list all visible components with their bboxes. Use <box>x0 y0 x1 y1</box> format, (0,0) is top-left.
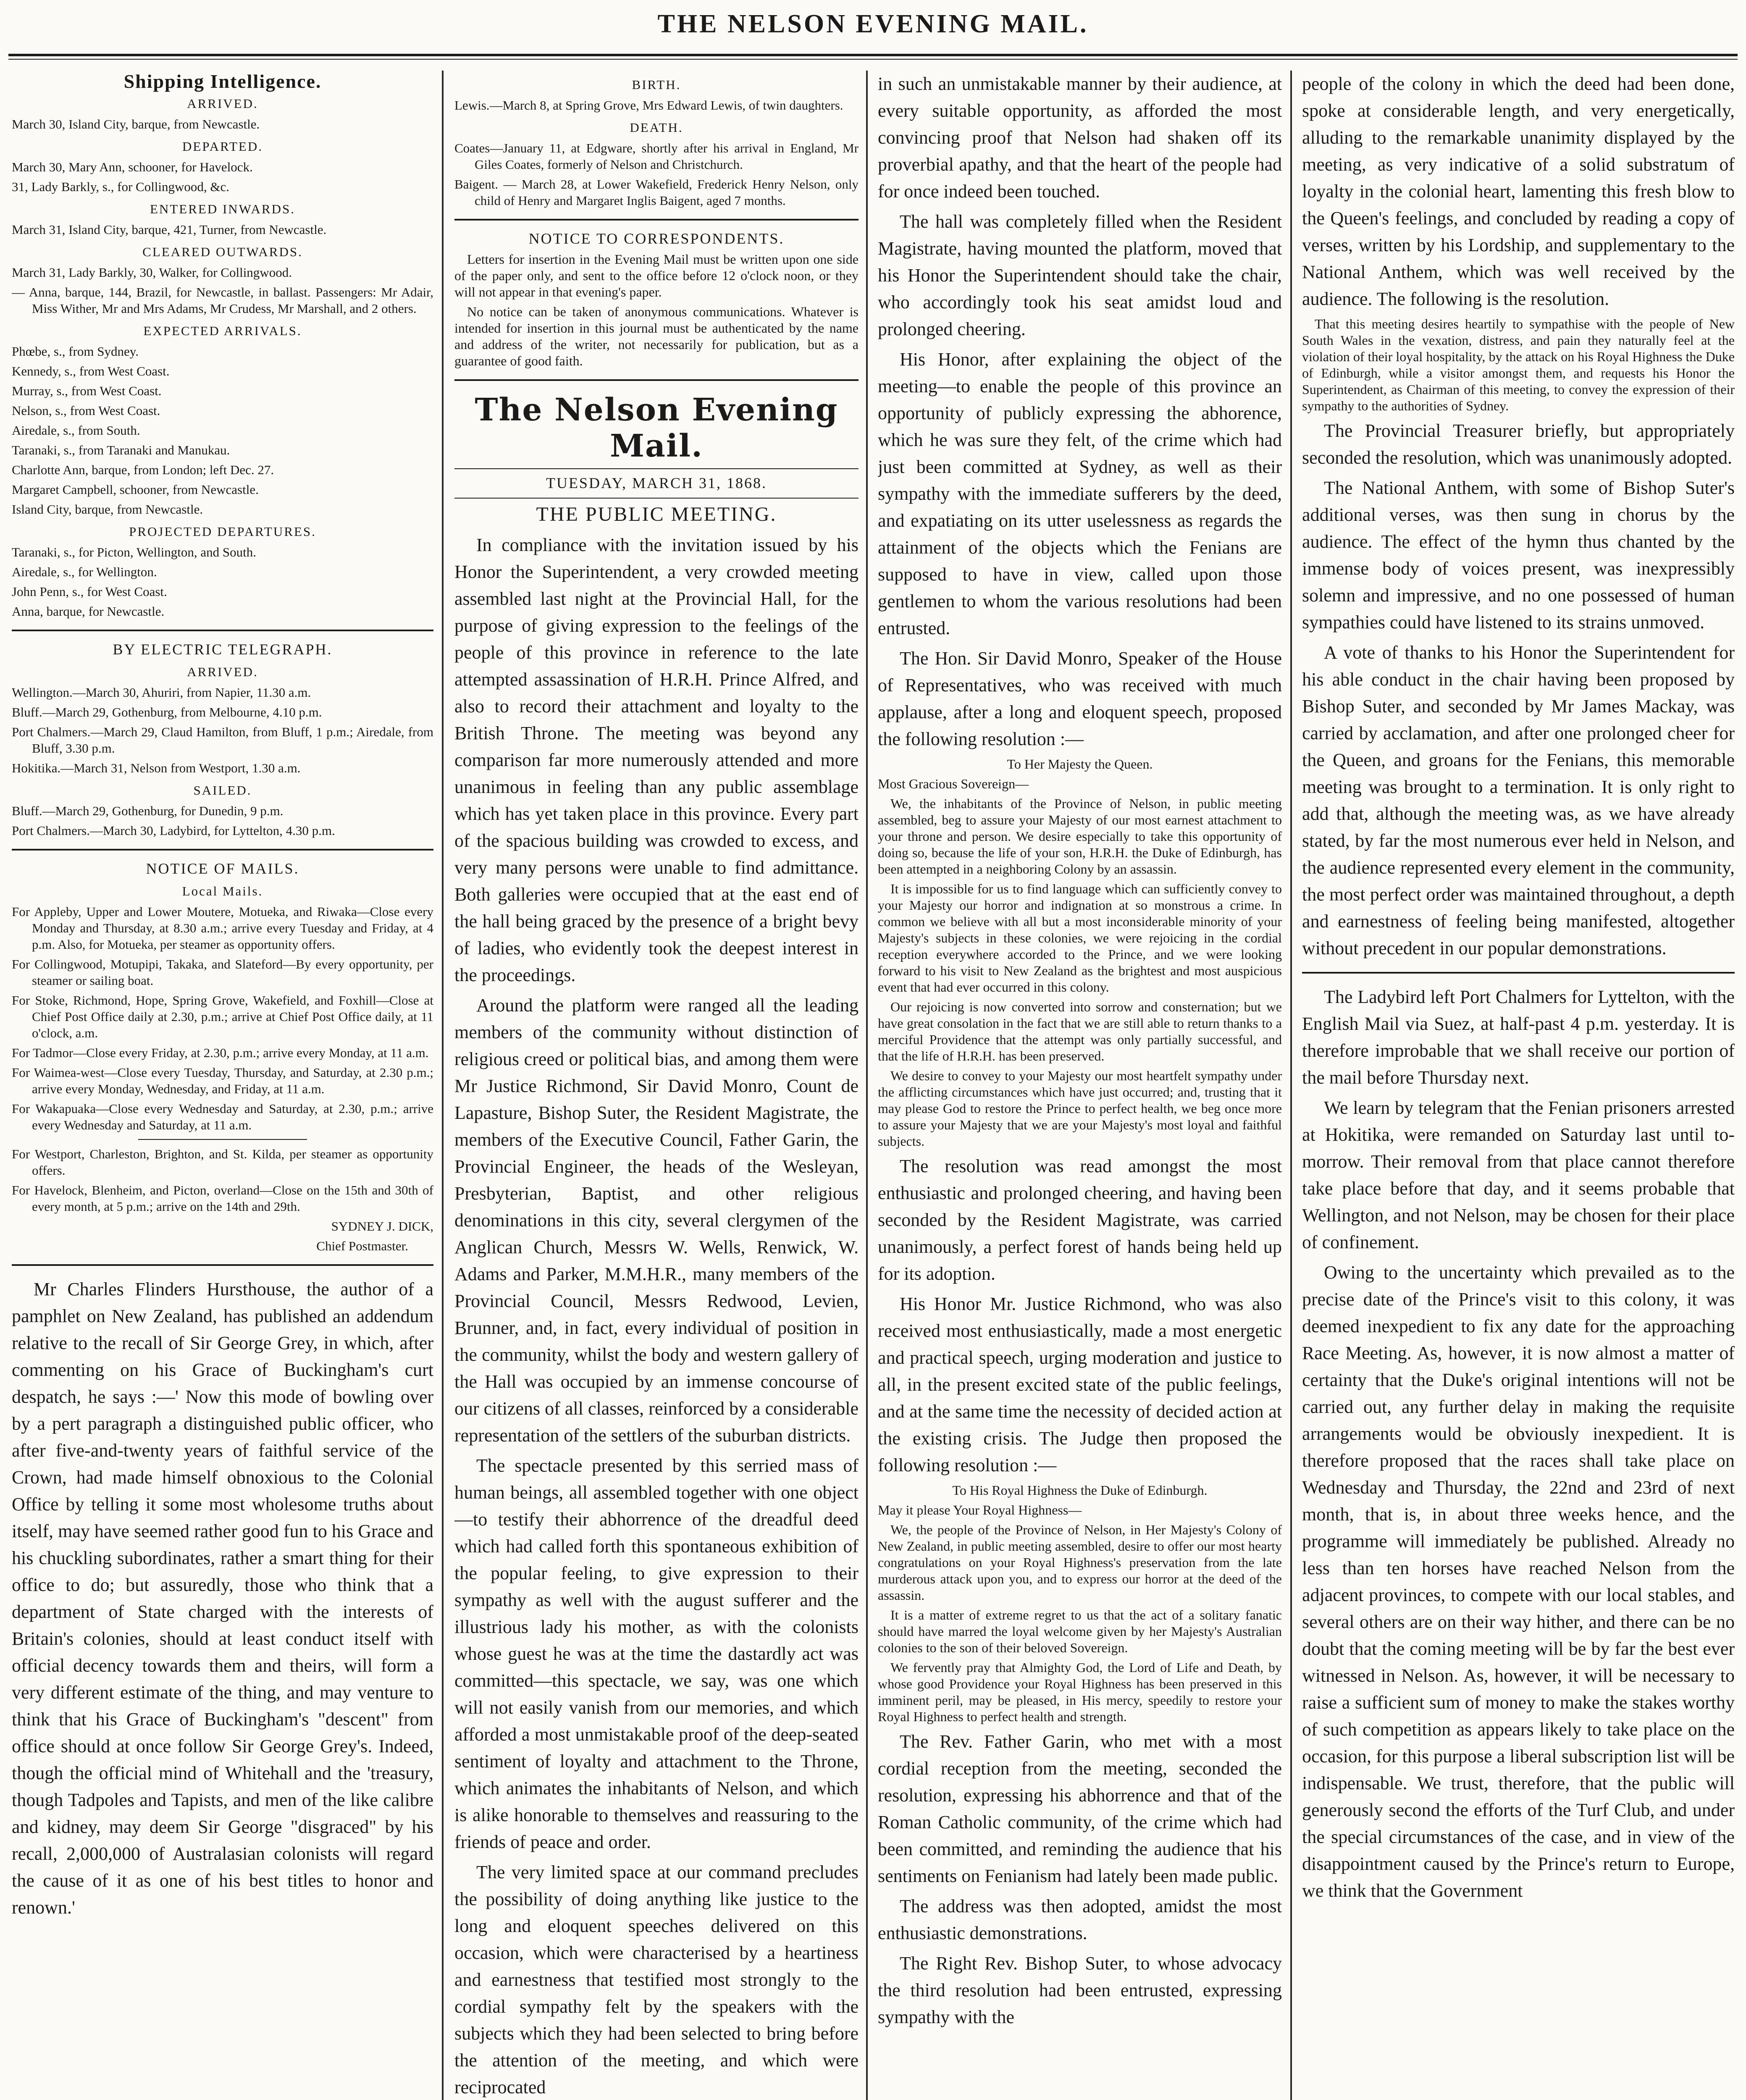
article-paragraph: The Provincial Treasurer briefly, but appropriately seconded the resolution, which was unanimously adopted. <box>1302 420 1735 468</box>
masthead: THE NELSON EVENING MAIL. <box>657 10 1089 38</box>
article-paragraph: The Right Rev. Bishop Suter, to whose advocacy the third resolution had been entrusted, expressing sympathy with the <box>878 1953 1282 2027</box>
mail-entry: For Stoke, Richmond, Hope, Spring Grove, Wakefield, and Foxhill—Close at Chief Post Office daily at 2.30, p.m.; arrive at Chief Post Office daily, at 11 o'clock, a.m. <box>12 993 433 1040</box>
shipping-entry: Murray, s., from West Coast. <box>12 383 162 398</box>
section-subhead: ENTERED INWARDS. <box>150 202 295 216</box>
address-paragraph: It is impossible for us to find language which can sufficiently convey to your Majesty our horror and indignation at so monstrous a crime. In common we believe with all but a most inconsiderable minority of your Majesty's subjects in these colonies, we were rejoicing in the cordial reception everywhere accorded to the Prince, and we were looking forward to his visit to New Zealand as the brightest and most auspicious event that had ever occurred in this colony. <box>878 881 1282 995</box>
address-to-queen <box>878 756 1282 1150</box>
paper-title: The Nelson Evening Mail. <box>475 392 838 464</box>
mail-entry: For Havelock, Blenheim, and Picton, overland—Close on the 15th and 30th of every month, at 5 p.m.; arrive on the 14th and 29th. <box>12 1183 433 1214</box>
section-subhead: CLEARED OUTWARDS. <box>142 244 303 259</box>
article-paragraph: Around the platform were ranged all the leading members of the community without distinction of religious creed or political bias, and among them were Mr Justice Richmond, Sir David Monro, Count de Lapasture, Bishop Suter, the Resident Magistrate, the members of the Executive Council, Father Garin, the Provincial Engineer, the heads of the Wesleyan, Presbyterian, Baptist, and other religious denominations in this city, several clergymen of the Anglican Church, Messrs W. Wells, Renwick, W. Adams and Parker, M.M.H.R., many members of the Provincial Council, Messrs Redwood, Levien, Brunner, and, in fact, every individual of position in the community, whilst the body and western gallery of the Hall was occupied by an immense concourse of our citizens of all classes, reinforced by a considerable representation of the settlers of the suburban districts. <box>454 995 859 1446</box>
news-paragraph: Owing to the uncertainty which prevailed as to the precise date of the Prince's visit to this colony, it was deemed inexpedient to fix any date for the approaching Race Meeting. As, however, it is now almost a matter of certainty that the Duke's original intentions will not be carried out, any further delay in making the requisite arrangements would be obviously inexpedient. It is therefore proposed that the races shall take place on Wednesday and Thursday, the 22nd and 23rd of next month, that is, in about three weeks hence, and the programme will immediately be published. Already no less than ten horses have reached Nelson from the adjacent provinces, to compete with our local stables, and several others are on their way hither, and there can be no doubt that the coming meeting will be by far the best ever witnessed in Nelson. As, however, it will be necessary to raise a sufficient sum of money to make the stakes worthy of such competition as appears likely to take place on the occasion, for this purpose a liberal subscription list will be indispensable. We trust, therefore, that the public will generously second the efforts of the Turf Club, and under the special circumstances of the case, and in view of the disappointment caused by the Prince's return to Europe, we think that the Government <box>1302 1262 1735 1901</box>
column-rule <box>442 71 444 2100</box>
mail-entry: For Waimea-west—Close every Tuesday, Thursday, and Saturday, at 2.30 p.m.; arrive every Monday, Wednesday, and Friday, at 11 a.m. <box>12 1065 433 1096</box>
address-paragraph: It is a matter of extreme regret to us that the act of a solitary fanatic should have marred the loyal welcome given by her Majesty's Australian colonies to the son of their beloved Sovereign. <box>878 1607 1282 1655</box>
notice-entry: Baigent. — March 28, at Lower Wakefield, Frederick Henry Nelson, only child of Henry and Margaret Inglis Baigent, aged 7 months. <box>454 177 859 208</box>
divider <box>12 1264 433 1266</box>
dateline: TUESDAY, MARCH 31, 1868. <box>546 475 767 491</box>
shipping-entry: Airedale, s., for Wellington. <box>12 564 157 579</box>
shipping-entry: Kennedy, s., from West Coast. <box>12 364 170 378</box>
shipping-entry: Anna, barque, for Newcastle. <box>12 604 165 619</box>
address-salutation: May it please Your Royal Highness— <box>878 1502 1082 1517</box>
shipping-entry: March 31, Lady Barkly, 30, Walker, for Collingwood. <box>12 265 292 280</box>
telegraph-entry: Port Chalmers.—March 29, Claud Hamilton, from Bluff, 1 p.m.; Airedale, from Bluff, 3.30 p.m. <box>12 724 433 756</box>
shipping-entry: Phœbe, s., from Sydney. <box>12 344 139 359</box>
divider <box>12 849 433 850</box>
address-paragraph: We, the people of the Province of Nelson, in Her Majesty's Colony of New Zealand, in public meeting assembled, desire to offer our most hearty congratulations on your Royal Highness's preservation from the late murderous attack upon you, and to express our horror at the deed of the assassin. <box>878 1522 1282 1603</box>
mail-entry: For Collingwood, Motupipi, Takaka, and Slateford—By every opportunity, per steamer or sailing boat. <box>12 957 433 988</box>
meeting-title: THE PUBLIC MEETING. <box>536 503 777 525</box>
mails-title: NOTICE OF MAILS. <box>146 860 299 877</box>
article-paragraph: His Honor Mr. Justice Richmond, who was also received most enthusiastically, made a most energetic and practical speech, urging moderation and justice to all, in the present excited state of the public feelings, and at the same time the necessity of decided action at the existing crisis. The Judge then proposed the following resolution :— <box>878 1294 1282 1475</box>
shipping-entry: Airedale, s., from South. <box>12 423 140 438</box>
section-subhead: ARRIVED. <box>187 96 258 111</box>
hursthouse-article <box>12 1276 433 1921</box>
mails-section <box>12 861 433 1254</box>
address-salutation: Most Gracious Sovereign— <box>878 776 1029 791</box>
section-subhead: DEATH. <box>630 120 683 135</box>
divider <box>454 468 859 469</box>
telegraph-entry: Bluff.—March 29, Gothenburg, from Melbourne, 4.10 p.m. <box>12 705 322 719</box>
section-subhead: NOTICE TO CORRESPONDENTS. <box>528 230 785 247</box>
meeting-article-cont <box>878 71 1282 753</box>
article-paragraph: The very limited space at our command precludes the possibility of doing anything like justice to the long and eloquent speeches delivered on this occasion, which were characterised by a heartiness and earnestness that testified most strongly to the cordial sympathy felt by the speakers with the subjects which they had been selected to bring before the attention of the meeting, and which were reciprocated <box>454 1862 859 2097</box>
section-subhead: Local Mails. <box>182 884 263 898</box>
shipping-entry: Taranaki, s., for Picton, Wellington, and South. <box>12 545 256 559</box>
shipping-entry: March 31, Island City, barque, 421, Turner, from Newcastle. <box>12 222 327 237</box>
notice-entry: Letters for insertion in the Evening Mail must be written upon one side of the paper only, and sent to the office before 12 o'clock noon, or they will not appear in that evening's paper. <box>454 252 859 299</box>
mail-entry: For Wakapuaka—Close every Wednesday and Saturday, at 2.30, p.m.; arrive every Wednesday and Saturday, at 11 a.m. <box>12 1101 433 1132</box>
notice-entry: Coates—January 11, at Edgware, shortly after his arrival in England, Mr Giles Coates, formerly of Nelson and Christchurch. <box>454 141 859 172</box>
article-paragraph: The resolution was read amongst the most enthusiastic and prolonged cheering, and having been seconded by the Resident Magistrate, was carried unanimously, a perfect forest of hands being held up for its adoption. <box>878 1156 1282 1284</box>
article-paragraph: in such an unmistakable manner by their audience, at every suitable opportunity, as afforded the most convincing proof that Nelson had shaken off its proverbial apathy, and that the heart of the people had for once indeed been touched. <box>878 74 1282 202</box>
mail-entry: For Appleby, Upper and Lower Moutere, Motueka, and Riwaka—Close every Monday and Thursday, at 8.30 a.m.; arrive every Tuesday and Friday, at 4 p.m. Also, for Motueka, per steamer as opportunity offers. <box>12 904 433 952</box>
article-paragraph: A vote of thanks to his Honor the Superintendent for his able conduct in the chair having been proposed by Bishop Suter, and seconded by Mr James Mackay, was carried by acclamation, and after one prolonged cheer for the Queen, and groans for the Fenians, this memorable meeting was brought to a termination. It is only right to add that, although the meeting was, as we have already stated, by far the most numerous ever held in Nelson, and the audience represented every element in the community, the most perfect order was maintained throughout, a depth and earnestness of feeling being manifested, altogether without precedent in our popular demonstrations. <box>1302 642 1735 958</box>
column-3 <box>878 71 1282 2034</box>
address-heading: To Her Majesty the Queen. <box>1007 756 1153 772</box>
article-paragraph: The address was then adopted, amidst the most enthusiastic demonstrations. <box>878 1896 1282 1943</box>
divider <box>454 498 859 499</box>
article-paragraph: The Hon. Sir David Monro, Speaker of the House of Representatives, who was received with much applause, after a long and eloquent speech, proposed the following resolution :— <box>878 648 1282 749</box>
signer-title: Chief Postmaster. <box>316 1239 408 1253</box>
telegraph-entry: Hokitika.—March 31, Nelson from Westport, 1.30 a.m. <box>12 761 301 775</box>
shipping-entry: Nelson, s., from West Coast. <box>12 403 160 418</box>
meeting-article-cont <box>1302 417 1735 962</box>
shipping-entry: John Penn, s., for West Coast. <box>12 584 167 599</box>
address-paragraph: We fervently pray that Almighty God, the Lord of Life and Death, by whose good Providence your Royal Highness has been preserved in this imminent peril, may be pleased, in His mercy, speedily to restore your Royal Highness to perfect health and strength. <box>878 1660 1282 1724</box>
shipping-entry: Taranaki, s., from Taranaki and Manukau. <box>12 443 230 457</box>
column-rule <box>1290 71 1292 2100</box>
shipping-entry: — Anna, barque, 144, Brazil, for Newcastle, in ballast. Passengers: Mr Adair, Miss Wither, Mr and Mrs Adams, Mr Crudess, Mr Marshall, and 2 others. <box>12 285 433 316</box>
address-heading: To His Royal Highness the Duke of Edinburgh. <box>952 1483 1208 1498</box>
divider <box>12 630 433 631</box>
divider <box>454 379 859 381</box>
telegraph-entry: Wellington.—March 30, Ahuriri, from Napier, 11.30 a.m. <box>12 685 311 700</box>
shipping-entry: Charlotte Ann, barque, from London; left Dec. 27. <box>12 462 274 477</box>
shipping-title: Shipping Intelligence. <box>123 71 322 92</box>
telegraph-entry: Port Chalmers.—March 30, Ladybird, for Lyttelton, 4.30 p.m. <box>12 823 335 838</box>
news-paragraph: We learn by telegram that the Fenian prisoners arrested at Hokitika, were remanded on Saturday last until to-morrow. Their removal from that place cannot therefore take place before that day, and it seems probable that Wellington, and not Nelson, may be chosen for their place of confinement. <box>1302 1097 1735 1252</box>
article-paragraph: The hall was completely filled when the Resident Magistrate, having mounted the platform, moved that his Honor the Superintendent should take the chair, who accordingly took his seat amidst loud and prolonged cheering. <box>878 211 1282 339</box>
section-subhead: ARRIVED. <box>187 664 258 679</box>
article-paragraph: The National Anthem, with some of Bishop Suter's additional verses, was then sung in chorus by the audience. The effect of the hymn thus chanted by the immense body of voices present, was inexpressibly solemn and impressive, and no one possessed of human sympathies could have listened to its strains unmoved. <box>1302 478 1735 633</box>
shipping-entry: March 30, Mary Ann, schooner, for Havelock. <box>12 160 253 174</box>
address-paragraph: Our rejoicing is now converted into sorrow and consternation; but we have great consolation in the fact that we are still able to return thanks to a merciful Providence that the attempt was only partially successful, and that the life of H.R.H. has been preserved. <box>878 999 1282 1063</box>
divider <box>1302 972 1735 974</box>
article-paragraph: His Honor, after explaining the object of the meeting—to enable the people of this province an opportunity of publicly expressing the abhorence, which he was sure they felt, of the crime which had just been committed at Sydney, as well as their sympathy with the immediate sufferers by the deed, and expatiating on its utter uselessness as regards the attainment of the objects which the Fenians are supposed to have in view, called upon those gentlemen to whom the various resolutions had been entrusted. <box>878 349 1282 638</box>
meeting-article-cont <box>1302 71 1735 312</box>
address-to-duke <box>878 1482 1282 1725</box>
column-4 <box>1302 71 1735 1908</box>
article-paragraph: Mr Charles Flinders Hursthouse, the author of a pamphlet on New Zealand, has published an addendum relative to the recall of Sir George Grey, in which, after commenting on his Grace of Buckingham's curt despatch, he says :—' Now this mode of bowling over by a pert paragraph a distinguished public officer, who after five-and-twenty years of faithful service of the Crown, had made himself obnoxious to the Colonial Office by telling it some most wholesome truths about itself, may have seemed rather good fun to his Grace and his chuckling subordinates, rather a smart thing for their office to do; but assuredly, those who think that a department of State charged with the interests of Britain's colonies, should at least conduct itself with official decency towards them and theirs, will form a very different estimate of the thing, and may venture to think that his Grace of Buckingham's "descent" from office should at once follow Sir George Grey's. Indeed, though the official mind of Whitehall and the 'treasury, though Tadpoles and Tapists, and men of the like calibre and kidney, may deem Sir George "disgraced" by his recall, 2,000,000 of Australasian colonists will regard the cause of it as one of his best titles to honor and renown.' <box>12 1279 433 1918</box>
news-items <box>1302 984 1735 1904</box>
column-rule <box>866 71 868 2100</box>
notices-section <box>454 76 859 369</box>
meeting-article-cont <box>878 1153 1282 1479</box>
telegraph-section <box>12 641 433 839</box>
section-subhead: SAILED. <box>193 783 252 798</box>
address-paragraph: We desire to convey to your Majesty our most heartfelt sympathy under the afflicting circumstances which have just occurred; and, trusting that it may please God to restore the Prince to perfect health, we beg once more to assure your Majesty that we are your Majesty's most loyal and faithful subjects. <box>878 1068 1282 1149</box>
address-paragraph: We, the inhabitants of the Province of Nelson, in public meeting assembled, beg to assure your Majesty of our most earnest attachment to your throne and person. We desire especially to take this opportunity of doing so, because the life of your son, H.R.H. the Duke of Edinburgh, has been attempted in a neighboring Colony by an assassin. <box>878 796 1282 877</box>
section-subhead: DEPARTED. <box>182 139 263 154</box>
resolution-text: That this meeting desires heartily to sympathise with the people of New South Wales in the vexation, distress, and pain they naturally feel at the violation of their loyal hospitality, by the attack on his Royal Highness the Duke of Edinburgh, while a visitor amongst them, and requests his Honor the Superintendent, as Chairman of this meeting, to convey the expression of their sympathy to the authorities of Sydney. <box>1302 316 1735 413</box>
mail-entry: For Westport, Charleston, Brighton, and St. Kilda, per steamer as opportunity offers. <box>12 1147 433 1178</box>
masthead-rule-thin <box>8 59 1738 60</box>
shipping-section <box>12 73 433 620</box>
telegraph-entry: Bluff.—March 29, Gothenburg, for Dunedin, 9 p.m. <box>12 803 284 818</box>
column-2 <box>454 71 859 2100</box>
notice-entry: Lewis.—March 8, at Spring Grove, Mrs Edward Lewis, of twin daughters. <box>454 98 843 113</box>
shipping-entry: Island City, barque, from Newcastle. <box>12 502 203 517</box>
article-paragraph: people of the colony in which the deed had been done, spoke at considerable length, and very energetically, alluding to the remarkable unanimity displayed by the meeting, as very indicative of a solid substratum of loyalty in the colonial heart, lamenting this fresh blow to the Queen's feelings, and concluded by reading a copy of verses, written by his Lordship, and supplementary to the National Anthem, which was well received by the audience. The following is the resolution. <box>1302 74 1735 309</box>
section-subhead: BIRTH. <box>632 77 681 92</box>
mail-entry: For Tadmor—Close every Friday, at 2.30, p.m.; arrive every Monday, at 11 a.m. <box>12 1045 429 1060</box>
meeting-article <box>454 532 859 2100</box>
article-paragraph: In compliance with the invitation issued by his Honor the Superintendent, a very crowded meeting assembled last night at the Provincial Hall, for the purpose of giving expression to the feelings of the people of this province in reference to the late attempted assassination of H.R.H. Prince Alfred, and also to record their attachment and loyalty to the British Throne. The meeting was beyond any comparison far more numerously attended and more unanimous in feeling than any public assemblage which has yet taken place in this province. Every part of the spacious building was crowded to excess, and very many persons were unable to find admittance. Both galleries were occupied that at the east end of the hall being graced by the presence of a bright bevy of ladies, who evidently took the deepest interest in the proceedings. <box>454 535 859 985</box>
telegraph-title: BY ELECTRIC TELEGRAPH. <box>113 641 333 658</box>
meeting-article-cont <box>878 1728 1282 2031</box>
article-paragraph: The Rev. Father Garin, who met with a most cordial reception from the meeting, seconded the resolution, expressing his abhorrence and that of the Roman Catholic community, of the crime which had been committed, and reminding the audience that his sentiments on Fenianism had lately been made public. <box>878 1731 1282 1886</box>
shipping-entry: Margaret Campbell, schooner, from Newcastle. <box>12 482 259 497</box>
shipping-entry: March 30, Island City, barque, from Newcastle. <box>12 117 260 131</box>
masthead-rule <box>8 54 1738 56</box>
column-1 <box>12 71 433 1924</box>
news-paragraph: The Ladybird left Port Chalmers for Lyttelton, with the English Mail via Suez, at half-past 4 p.m. yesterday. It is therefore improbable that we shall receive our portion of the mail before Thursday next. <box>1302 987 1735 1088</box>
article-paragraph: The spectacle presented by this serried mass of human beings, all assembled together with one object—to testify their abhorrence of the dreadful deed which had called forth this spontaneous exhibition of the popular feeling, to give expression to their sympathy as well with the august sufferer and the illustrious lady his mother, as with the colonists whose guest he was at the time the dastardly act was committed—this spectacle, we say, was one which will not easily vanish from our memories, and which afforded a most unmistakable proof of the deep-seated sentiment of loyalty and attachment to the Throne, which animates the inhabitants of Nelson, and which is alike honorable to themselves and reassuring to the friends of peace and order. <box>454 1455 859 1852</box>
resolution-three <box>1302 316 1735 414</box>
section-subhead: EXPECTED ARRIVALS. <box>143 323 302 338</box>
notice-entry: No notice can be taken of anonymous communications. Whatever is intended for insertion in this journal must be authenticated by the name and address of the writer, not necessarily for publication, but as a guarantee of good faith. <box>454 304 859 368</box>
divider <box>454 219 859 220</box>
shipping-entry: 31, Lady Barkly, s., for Collingwood, &c. <box>12 179 230 194</box>
section-subhead: PROJECTED DEPARTURES. <box>129 524 316 539</box>
divider <box>138 1139 307 1140</box>
signer-name: SYDNEY J. DICK, <box>331 1219 433 1234</box>
